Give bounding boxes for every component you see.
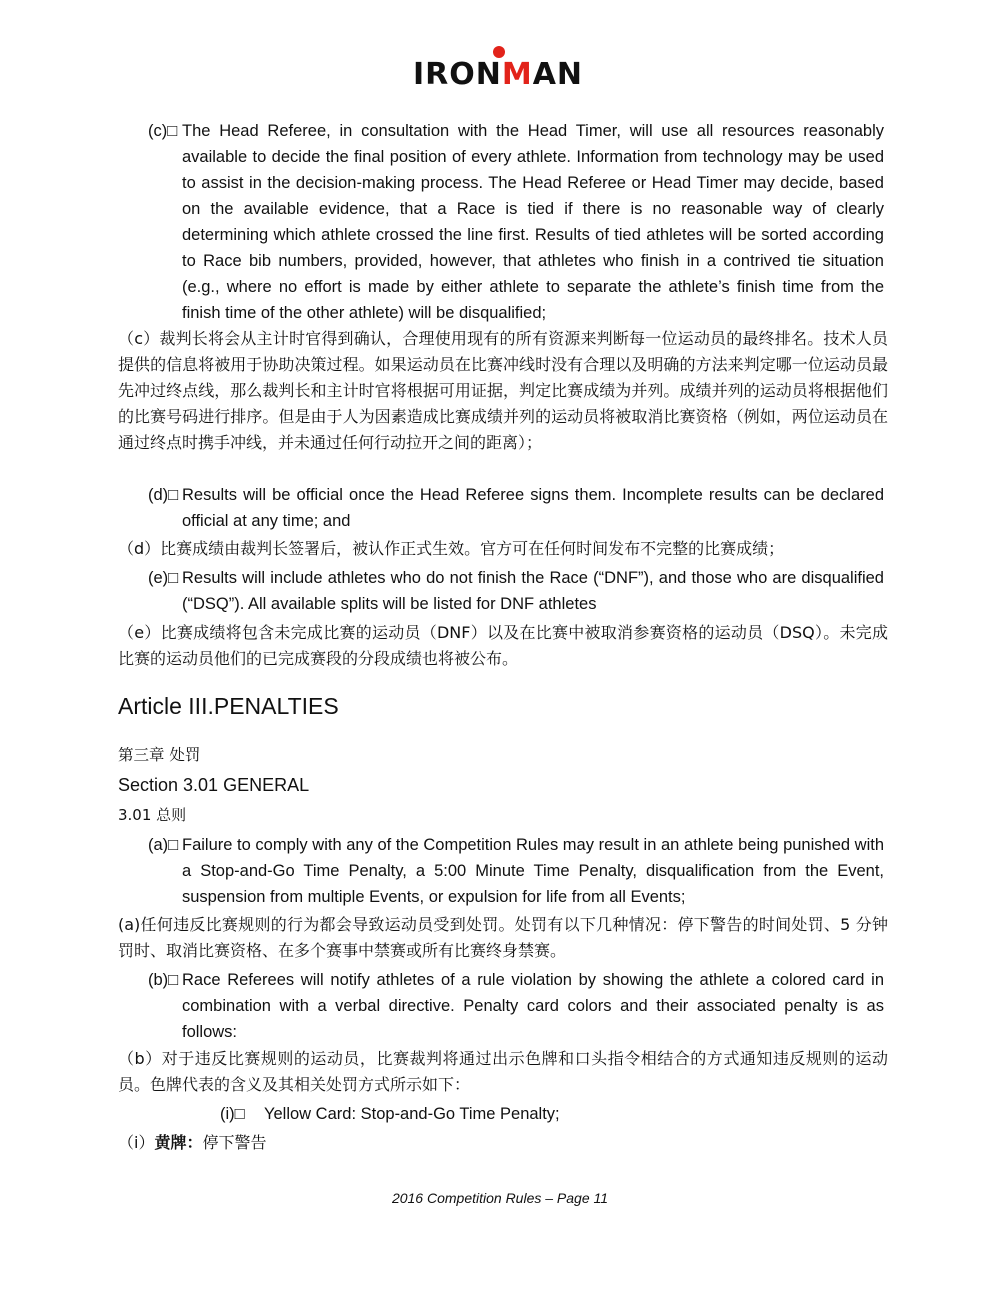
ironman-logo xyxy=(408,44,588,96)
penalty-b-chinese: （b）对于违反比赛规则的运动员，比赛裁判将通过出示色牌和口头指令相结合的方式通知违反规则的运动员。色牌代表的含义及其相关处罚方式所示如下： xyxy=(118,1049,888,1094)
item-d-chinese: （d）比赛成绩由裁判长签署后，被认作正式生效。官方可在任何时间发布不完整的比赛成绩； xyxy=(118,539,785,558)
penalty-b-label: (b)□ xyxy=(148,971,179,989)
item-d-text: Results will be official once the Head Referee signs them. Incomplete results can be declared official at any time; and xyxy=(182,486,884,530)
item-c-label: (c)□ xyxy=(148,122,178,140)
yellow-card-penalty: : Stop-and-Go Time Penalty; xyxy=(351,1105,560,1123)
section-heading-chinese: 3.01 总则 xyxy=(118,806,187,824)
penalty-i-text xyxy=(264,1101,560,1127)
item-e-chinese: （e）比赛成绩将包含未完成比赛的运动员（DNF）以及在比赛中被取消参赛资格的运动员（DSQ）。未完成比赛的运动员他们的已完成赛段的分段成绩也将被公布。 xyxy=(118,623,888,668)
article-title-chinese: 第三章 处罚 xyxy=(118,746,201,764)
penalty-a-chinese: (a)任何违反比赛规则的行为都会导致运动员受到处罚。处罚有以下几种情况：停下警告的时间处罚、5 分钟罚时、取消比赛资格、在多个赛事中禁赛或所有比赛终身禁赛。 xyxy=(118,915,888,960)
item-d-label: (d)□ xyxy=(148,486,179,504)
article-title: Article III.PENALTIES xyxy=(118,693,339,719)
logo-text: IRONMAN xyxy=(412,57,584,92)
yellow-card-label: Yellow Card xyxy=(264,1105,352,1123)
penalty-a-label: (a)□ xyxy=(148,836,179,854)
yellow-card-chinese: 黄牌： xyxy=(154,1133,203,1152)
penalty-i-label: (i)□ xyxy=(220,1105,245,1123)
page-footer: 2016 Competition Rules – Page 11 xyxy=(391,1190,609,1206)
item-c-text: The Head Referee, in consultation with the Head Timer, will use all resources reasonably available to decide the final position of every athlete. Information from technology may be used to assist in the decision-making process. The Head Referee or Head Timer may decide, based on the available evidence, that a Race is tied if there is no reasonable way of clearly determining which athlete crossed the line first. Results of tied athletes will be sorted according to Race bib numbers, provided, however, that athletes who finish in a contrived tie situation (e.g., where no effort is made by either athlete to separate the athlete’s finish time from the finish time of the other athlete) will be disqualified; xyxy=(182,122,884,322)
penalty-a-text: Failure to comply with any of the Competition Rules may result in an athlete being punished with a Stop-and-Go Time Penalty, a 5:00 Minute Time Penalty, disqualification from the Event, suspension from multiple Events, or expulsion for life from all Events; xyxy=(182,836,884,906)
item-e-text: Results will include athletes who do not finish the Race (“DNF”), and those who are disqualified (“DSQ”). All available splits will be listed for DNF athletes xyxy=(182,569,884,613)
penalty-b-text: Race Referees will notify athletes of a rule violation by showing the athlete a colored card in combination with a verbal directive. Penalty card colors and their associated penalty is as follows: xyxy=(182,971,884,1041)
item-c-chinese: （c）裁判长将会从主计时官得到确认，合理使用现有的所有资源来判断每一位运动员的最终排名。技术人员提供的信息将被用于协助决策过程。如果运动员在比赛冲线时没有合理以及明确的方法来判定哪一位运动员最先冲过终点线，那么裁判长和主计时官将根据可用证据，判定比赛成绩为并列。成绩并列的运动员将根据他们的比赛号码进行排序。但是由于人为因素造成比赛成绩并列的运动员将被取消比赛资格（例如，两位运动员在通过终点时携手冲线，并未通过任何行动拉开之间的距离）； xyxy=(118,329,888,452)
section-heading: Section 3.01 GENERAL xyxy=(118,775,310,795)
item-e-label: (e)□ xyxy=(148,569,179,587)
penalty-i-chinese: （i）黄牌：停下警告 xyxy=(118,1133,267,1152)
